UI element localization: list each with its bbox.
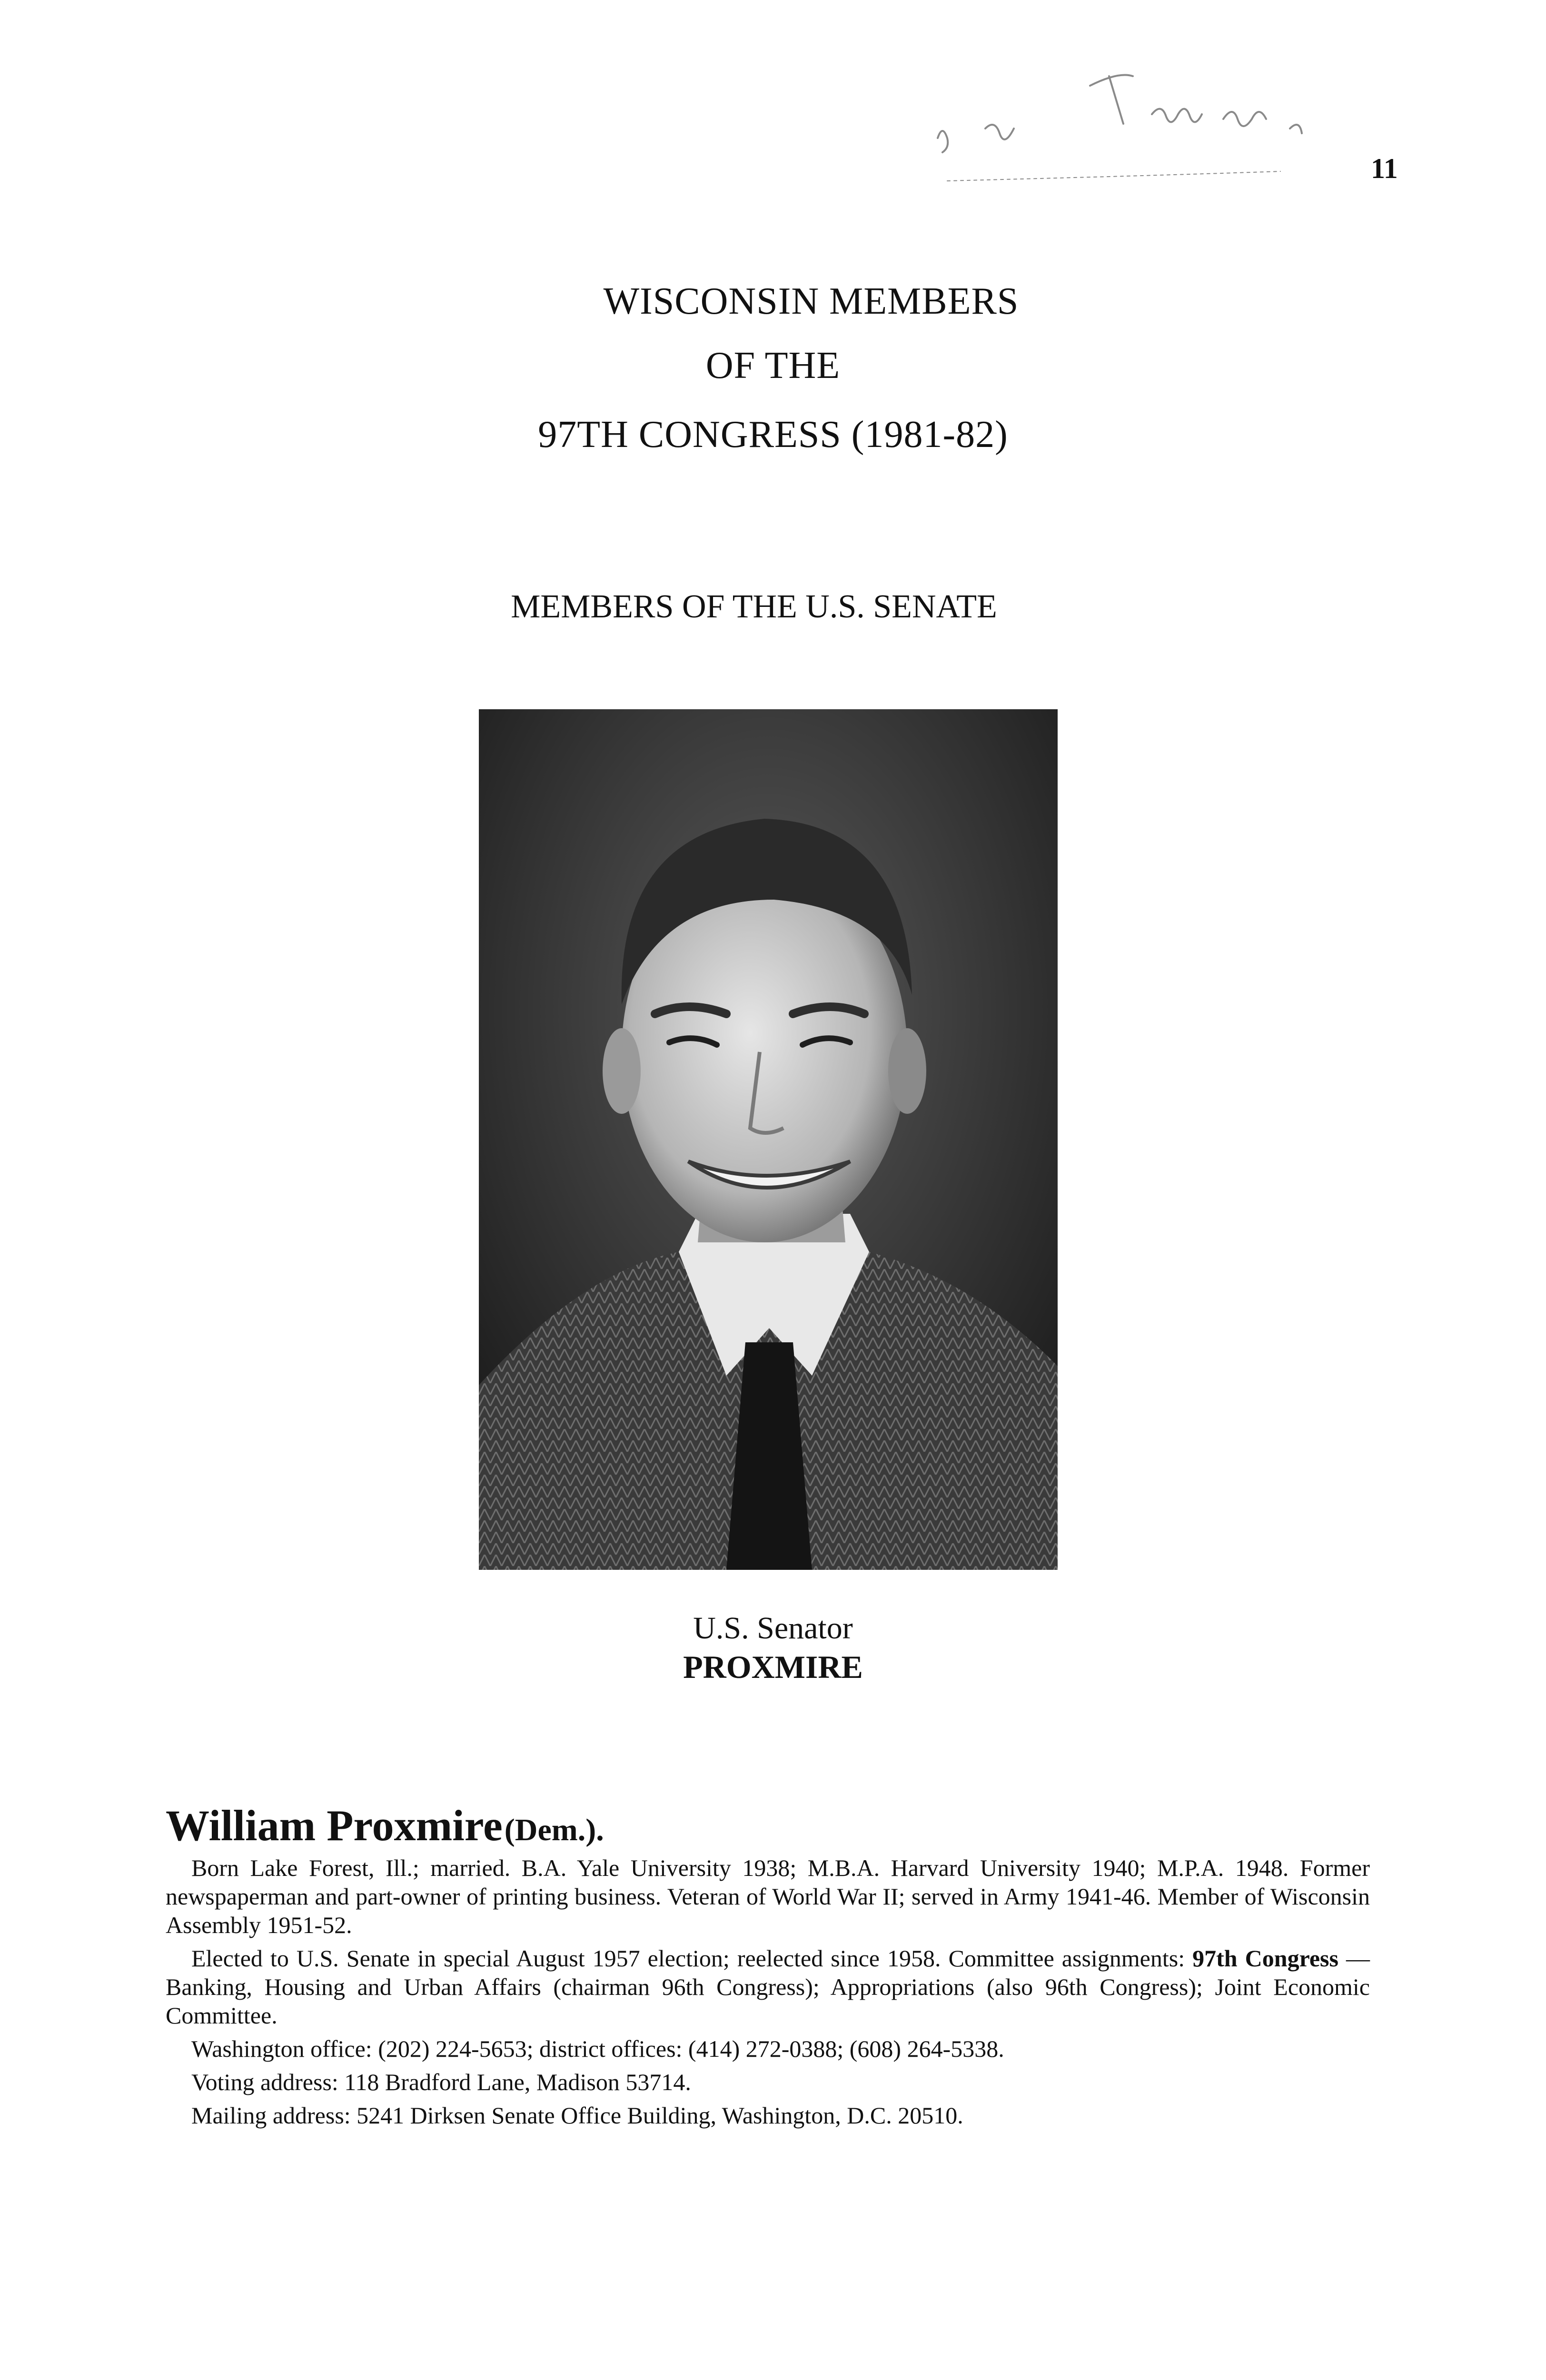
committee-list-text: — Banking, Housing and Urban Affairs (chairman 96th Congress); Appropriations (also 96th Congress); Joint Economic Committee. — [166, 1945, 1370, 2029]
page-number: 11 — [1371, 153, 1398, 184]
bio-paragraph-election — [166, 1944, 1370, 2030]
page-title-line-2: OF THE — [705, 345, 841, 387]
section-heading: MEMBERS OF THE U.S. SENATE — [511, 588, 997, 625]
bio-paragraph-voting-address: Voting address: 118 Bradford Lane, Madison 53714. — [191, 2069, 691, 2095]
bio-paragraph-offices: Washington office: (202) 224-5653; district offices: (414) 272-0388; (608) 264-5338. — [191, 2035, 1004, 2062]
biography-heading — [166, 1799, 1370, 1852]
member-name: William Proxmire — [166, 1801, 503, 1850]
biography-section — [166, 1799, 1370, 2134]
senator-portrait-photo — [479, 709, 1058, 1570]
page-title-line-1: WISCONSIN MEMBERS — [603, 280, 1019, 322]
bio-paragraph-mailing-address: Mailing address: 5241 Dirksen Senate Office Building, Washington, D.C. 20510. — [191, 2102, 963, 2129]
party-affiliation: (Dem.). — [504, 1813, 604, 1847]
bio-paragraph-background: Born Lake Forest, Ill.; married. B.A. Yale University 1938; M.B.A. Harvard University 1940; M.P.A. 1948. Former newspaperman and part-owner of printing business. Veteran of World War II; served in Army 1941-46. Member of Wisconsin Assembly 1951-52. — [166, 1854, 1370, 1938]
portrait-image — [479, 709, 1058, 1570]
photo-caption-role: U.S. Senator — [693, 1611, 853, 1646]
handwritten-annotation — [928, 57, 1404, 200]
committee-congress-label: 97th Congress — [1192, 1945, 1338, 1972]
page-title-line-3: 97TH CONGRESS (1981-82) — [538, 414, 1008, 456]
photo-caption-name: PROXMIRE — [683, 1649, 863, 1685]
election-text: Elected to U.S. Senate in special August 1957 election; reelected since 1958. Committee assignments: — [191, 1945, 1193, 1972]
